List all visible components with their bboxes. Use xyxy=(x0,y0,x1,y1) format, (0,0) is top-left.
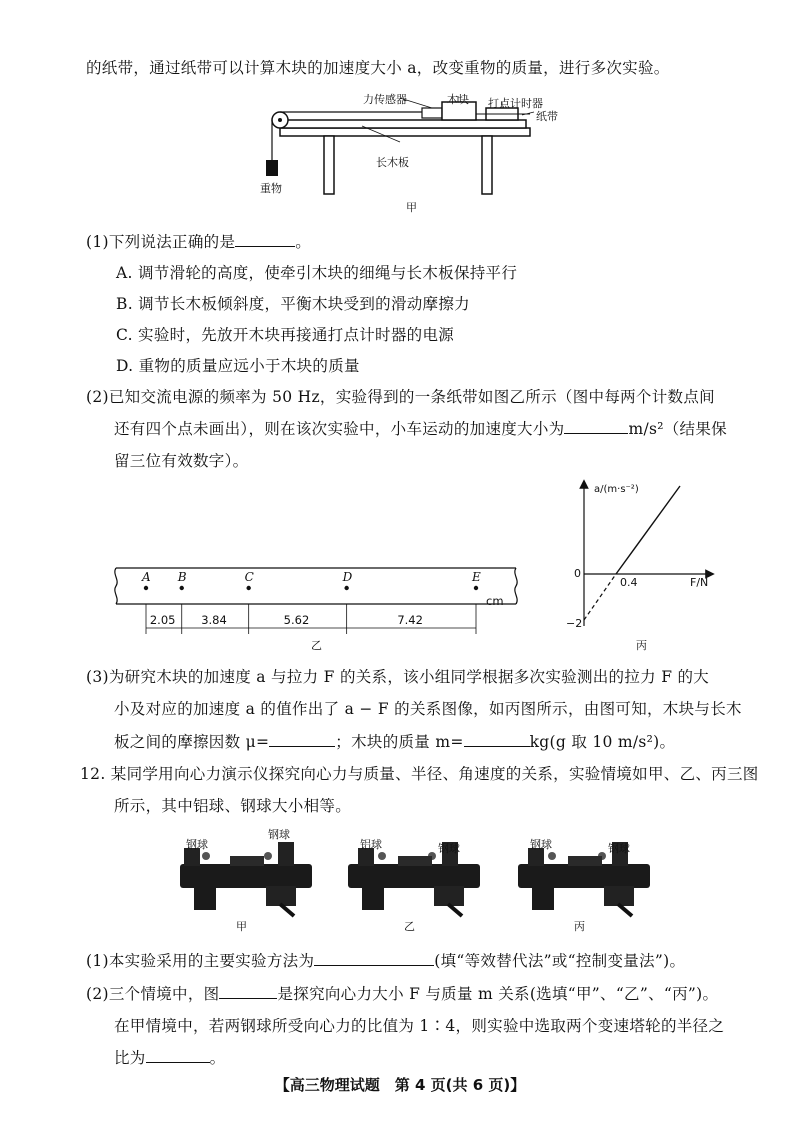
photo-left-label: 钢球 xyxy=(186,838,208,851)
line-segment-dashed xyxy=(584,574,616,620)
tape-point-D xyxy=(344,586,348,590)
q1-option-d: D. 重物的质量应远小于木块的质量 xyxy=(116,357,360,375)
q12-sub1: (1)本实验采用的主要实验方法为 (填“等效替代法”或“控制变量法”)。 xyxy=(86,952,686,970)
q2-line3: 留三位有效数字）。 xyxy=(114,452,249,470)
graph-origin: 0 xyxy=(574,567,581,580)
q12-sub2-line3: 比为 。 xyxy=(114,1049,226,1067)
tape-point-label: E xyxy=(472,570,481,584)
photo-caption: 甲 xyxy=(236,920,247,933)
tape-segment-length: 3.84 xyxy=(201,613,227,627)
photo-right-label: 钢球 xyxy=(268,828,290,841)
q1-stem: (1)下列说法正确的是 。 xyxy=(86,233,312,251)
photo-right-label: 钢球 xyxy=(438,842,460,855)
figure-bing-caption: 丙 xyxy=(636,639,647,652)
intro-line: 的纸带，通过纸带可以计算木块的加速度大小 a，改变重物的质量，进行多次实验。 xyxy=(86,59,670,77)
q3-mass-blank[interactable] xyxy=(464,732,530,747)
label-weight: 重物 xyxy=(260,182,282,195)
photo-right-label: 钢球 xyxy=(608,842,630,855)
tape-point-B xyxy=(180,586,184,590)
photo-caption: 乙 xyxy=(404,920,415,933)
tape-point-C xyxy=(246,586,250,590)
table-leg-right xyxy=(482,136,492,194)
force-sensor xyxy=(422,108,442,118)
line-segment-solid xyxy=(616,486,680,574)
q3-mu-blank[interactable] xyxy=(269,732,335,747)
table-leg-left xyxy=(324,136,334,194)
photo-left-label: 铝球 xyxy=(360,838,382,851)
tape-segment-length: 5.62 xyxy=(283,613,310,627)
q1-answer-blank[interactable] xyxy=(235,232,295,247)
q12-method-blank[interactable] xyxy=(314,951,434,966)
photo-caption: 丙 xyxy=(574,920,585,933)
q1-option-a: A. 调节滑轮的高度，使牵引木块的细绳与长木板保持平行 xyxy=(116,264,518,282)
weight xyxy=(266,160,278,176)
q2-answer-blank[interactable] xyxy=(564,419,628,434)
photo-left-label: 钢球 xyxy=(530,838,552,851)
label-timer: 打点计时器 xyxy=(488,97,543,110)
q1-option-c: C. 实验时，先放开木块再接通打点计时器的电源 xyxy=(116,326,455,344)
q12-figure-blank[interactable] xyxy=(219,984,277,999)
q12-sub2-line2: 在甲情境中，若两钢球所受向心力的比值为 1∶4，则实验中选取两个变速塔轮的半径之 xyxy=(114,1017,725,1035)
graph-x-intercept: 0.4 xyxy=(620,576,638,589)
q3-line2: 小及对应的加速度 a 的值作出了 a − F 的关系图像，如丙图所示，由图可知，木块与长木 xyxy=(114,700,742,718)
q3-line1: (3)为研究木块的加速度 a 与拉力 F 的关系，该小组同学根据多次实验测出的拉力 F 的大 xyxy=(86,668,710,686)
page-footer: 【高三物理试题 第 4 页(共 6 页)】 xyxy=(274,1076,526,1094)
q3-line3: 板之间的摩擦因数 μ= ；木块的质量 m= kg(g 取 10 m/s²)。 xyxy=(114,733,676,751)
label-board: 长木板 xyxy=(376,156,409,169)
tape-unit: cm xyxy=(486,594,504,608)
q2-line1: (2)已知交流电源的频率为 50 Hz，实验得到的一条纸带如图乙所示（图中每两个计数点间 xyxy=(86,388,715,406)
tape-point-E xyxy=(474,586,478,590)
label-block: 木块 xyxy=(447,93,469,106)
long-board xyxy=(282,120,526,128)
q1-option-b: B. 调节长木板倾斜度，平衡木块受到的滑动摩擦力 xyxy=(116,295,470,313)
tape-segment-length: 7.42 xyxy=(397,613,423,627)
paper-tape-figure xyxy=(110,560,522,640)
figure-yi-caption: 乙 xyxy=(311,639,322,652)
tape-point-label: C xyxy=(244,570,254,584)
q12-sub2-line1: (2)三个情境中，图 是探究向心力大小 F 与质量 m 关系(选填“甲”、“乙”、“丙”)。 xyxy=(86,985,719,1003)
graph-y-intercept: −2 xyxy=(566,617,583,630)
tape-point-label: A xyxy=(142,570,151,584)
tape-segment-length: 2.05 xyxy=(149,613,176,627)
q12-line2: 所示，其中铝球、钢球大小相等。 xyxy=(114,797,352,815)
q12-ratio-blank[interactable] xyxy=(146,1048,210,1063)
tape-point-A xyxy=(144,586,148,590)
label-tape: 纸带 xyxy=(536,110,558,123)
graph-xlabel: F/N xyxy=(690,576,709,589)
a-f-graph xyxy=(560,476,720,636)
tape-point-label: D xyxy=(342,570,353,584)
q2-line2: 还有四个点未画出），则在该次实验中，小车运动的加速度大小为 m/s²（结果保 xyxy=(114,420,727,438)
graph-ylabel: a/(m·s⁻²) xyxy=(594,484,639,495)
label-force-sensor: 力传感器 xyxy=(363,93,407,106)
table-top xyxy=(280,128,530,136)
q12-line1: 12. 某同学用向心力演示仪探究向心力与质量、半径、角速度的关系，实验情境如甲、乙、丙三图 xyxy=(80,765,759,783)
figure-jia-caption: 甲 xyxy=(406,201,417,214)
tape-point-label: B xyxy=(177,570,187,584)
